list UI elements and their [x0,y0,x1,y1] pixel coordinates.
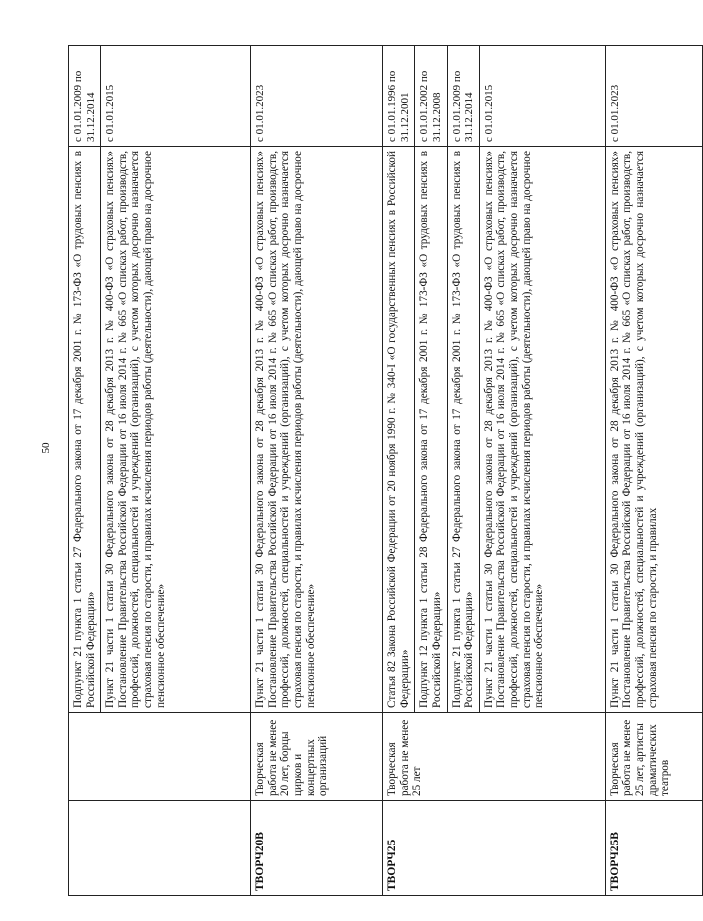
legal-basis-cell: Пункт 21 части 1 статьи 30 Федерального закона от 28 декабря 2013 г. № 400-ФЗ «О страховых пенсиях» Постановление Правительства Российской Федерации от 16 июля 2014 г. № 665 «О списках работ, производств, профессий, должностей, специальностей и учреждений (организаций), с учетом которых досрочно назначается страховая пенсия по старости, и правилах исчисления периодов работы (деятельности), дающей право на досрочное пенсионное обеспечение» [101,147,251,713]
table-row [69,46,101,896]
table-body [69,46,703,896]
pension-basis-table [68,45,703,896]
legal-basis-cell: Пункт 21 части 1 статьи 30 Федерального закона от 28 декабря 2013 г. № 400-ФЗ «О страховых пенсиях» Постановление Правительства Российской Федерации от 16 июля 2014 г. № 665 «О списках работ, производств, профессий, должностей, специальностей и учреждений (организаций), с учетом которых досрочно назначается страховая пенсия по старости, и правилах [605,147,702,713]
validity-period-cell: с 01.01.2015 [479,46,605,147]
legal-basis-cell: Подпункт 21 пункта 1 статьи 27 Федерального закона от 17 декабря 2001 г. № 173-ФЗ «О трудовых пенсиях в Российской Федерации» [447,147,479,713]
legal-basis-cell: Подпункт 12 пункта 1 статьи 28 Федерального закона от 17 декабря 2001 г. № 173-ФЗ «О трудовых пенсиях в Российской Федерации» [415,147,447,713]
validity-period-cell: с 01.01.2009 по 31.12.2014 [447,46,479,147]
table-row [251,46,383,896]
legal-basis-cell: Пункт 21 части 1 статьи 30 Федерального закона от 28 декабря 2013 г. № 400-ФЗ «О страховых пенсиях» Постановление Правительства Российской Федерации от 16 июля 2014 г. № 665 «О списках работ, производств, профессий, должностей, специальностей и учреждений (организаций), с учетом которых досрочно назначается страховая пенсия по старости, и правилах исчисления периодов работы (деятельности), дающей право на досрочное пенсионное обеспечение» [251,147,383,713]
rotated-table-container [68,46,672,896]
period-code-cell: ТВОРЧ20В [251,801,383,896]
legal-basis-cell: Пункт 21 части 1 статьи 30 Федерального закона от 28 декабря 2013 г. № 400-ФЗ «О страховых пенсиях» Постановление Правительства Российской Федерации от 16 июля 2014 г. № 665 «О списках работ, производств, профессий, должностей, специальностей и учреждений (организаций), с учетом которых досрочно назначается страховая пенсия по старости, и правилах исчисления периодов работы (деятельности), дающей право на досрочное пенсионное обеспечение» [479,147,605,713]
work-type-cell: Творческая работа не менее 25 лет, артисты драматических театров [605,713,702,801]
validity-period-cell: с 01.01.2009 по 31.12.2014 [69,46,101,147]
validity-period-cell: с 01.01.2015 [101,46,251,147]
period-code-cell: ТВОРЧ25В [605,801,702,896]
table-row [383,46,415,896]
legal-basis-cell: Статья 82 Закона Российской Федерации от 20 ноября 1990 г. № 340-I «О государственных пенсиях в Российской Федерации» [383,147,415,713]
period-code-cell [69,801,251,896]
validity-period-cell: с 01.01.2023 [251,46,383,147]
page-number: 50 [40,442,52,454]
validity-period-cell: с 01.01.2023 [605,46,702,147]
legal-basis-cell: Подпункт 21 пункта 1 статьи 27 Федерального закона от 17 декабря 2001 г. № 173-ФЗ «О трудовых пенсиях в Российской Федерации» [69,147,101,713]
work-type-cell: Творческая работа не менее 20 лет, борцы цирков и концертных организаций [251,713,383,801]
work-type-cell: Творческая работа не менее 25 лет [383,713,606,801]
period-code-cell: ТВОРЧ25 [383,801,606,896]
validity-period-cell: с 01.01.1996 по 31.12.2001 [383,46,415,147]
table-row [605,46,702,896]
validity-period-cell: с 01.01.2002 по 31.12.2008 [415,46,447,147]
work-type-cell [69,713,251,801]
